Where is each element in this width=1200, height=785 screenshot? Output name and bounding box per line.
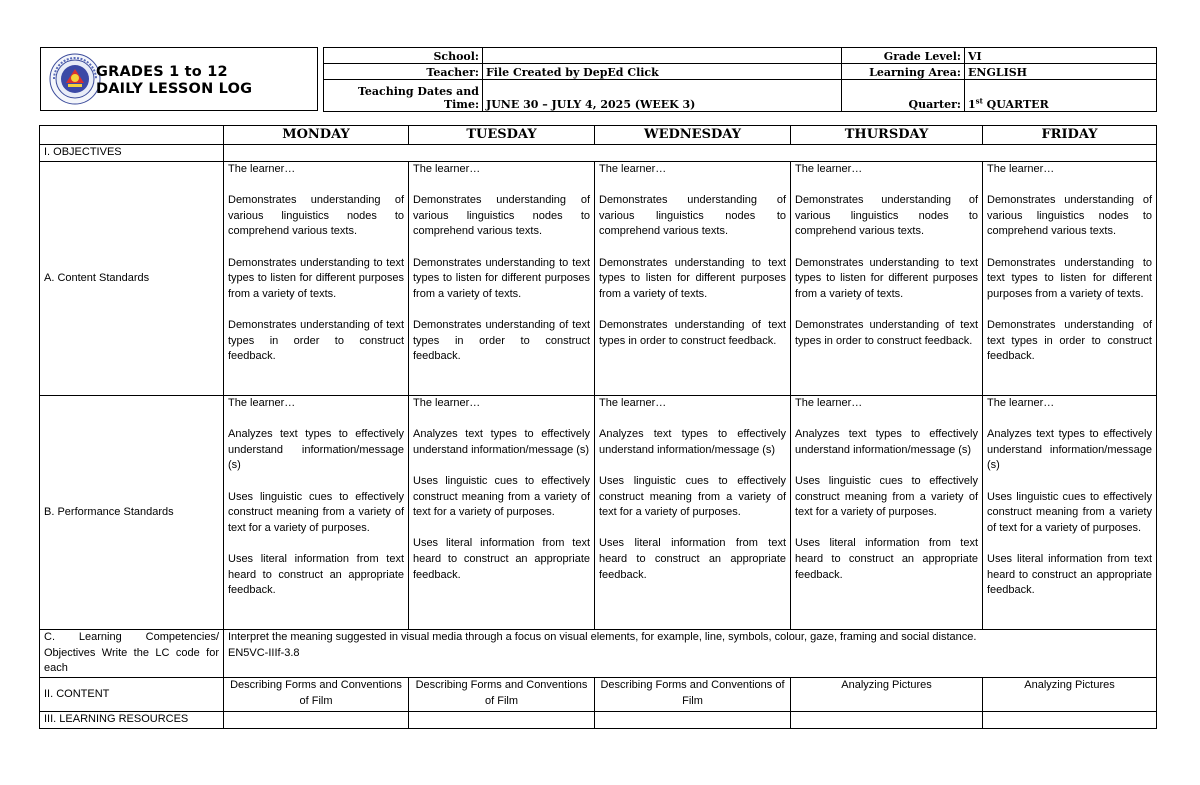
cs-intro: The learner… xyxy=(228,163,296,175)
competency-code: EN5VC-IIIf-3.8 xyxy=(228,646,300,659)
day-monday: MONDAY xyxy=(224,126,409,145)
learning-resources-row xyxy=(40,712,1157,729)
learning-area-label: Learning Area: xyxy=(842,64,965,80)
ps-p2: Uses linguistic cues to effectively construct meaning from a variety of text for a variety of purposes. xyxy=(599,474,786,519)
ps-intro: The learner… xyxy=(795,397,863,409)
objectives-heading: I. OBJECTIVES xyxy=(40,145,224,162)
content-topic-tuesday: Describing Forms and Conventions of Film xyxy=(409,678,595,712)
ps-p1: Analyzes text types to effectively understand information/message (s) xyxy=(413,428,590,456)
quarter-value xyxy=(965,80,1157,112)
cs-intro: The learner… xyxy=(599,163,667,175)
competencies-label: C. Learning Competencies/ Objectives Write the LC code for each xyxy=(40,630,224,678)
competency-cell xyxy=(224,630,1157,678)
performance-standards-tuesday xyxy=(409,396,595,630)
competencies-row xyxy=(40,630,1157,678)
cs-p3: Demonstrates understanding of text types in order to construct feedback. xyxy=(413,318,590,363)
performance-standards-thursday xyxy=(791,396,983,630)
quarter-label: Quarter: xyxy=(842,80,965,112)
learning-resources-heading: III. LEARNING RESOURCES xyxy=(40,712,224,729)
title-line-2: DAILY LESSON LOG xyxy=(96,81,253,97)
learning-resources-thursday xyxy=(791,712,983,729)
content-standards-tuesday xyxy=(409,162,595,396)
cs-p2: Demonstrates understanding to text types to listen for different purposes from a variety of texts. xyxy=(599,256,786,300)
ps-p3: Uses literal information from text heard to construct an appropriate feedback. xyxy=(987,552,1152,597)
learning-resources-tuesday xyxy=(409,712,595,729)
learning-resources-wednesday xyxy=(595,712,791,729)
performance-standards-monday xyxy=(224,396,409,630)
dates-label-line1: Teaching Dates and xyxy=(357,85,479,98)
cs-p2: Demonstrates understanding to text types to listen for different purposes from a variety of texts. xyxy=(987,256,1152,300)
ps-p2: Uses linguistic cues to effectively construct meaning from a variety of text for a variety of purposes. xyxy=(987,490,1152,534)
content-row xyxy=(40,678,1157,712)
ps-intro: The learner… xyxy=(987,397,1055,409)
ps-p1: Analyzes text types to effectively understand information/message (s) xyxy=(599,428,786,456)
objectives-blank xyxy=(224,145,1157,162)
cs-p1: Demonstrates understanding of various linguistics nodes to comprehend various texts. xyxy=(228,194,404,238)
performance-standards-row xyxy=(40,396,1157,630)
title-line-1: GRADES 1 to 12 xyxy=(96,64,228,80)
content-standards-monday xyxy=(224,162,409,396)
ps-intro: The learner… xyxy=(413,397,481,409)
content-standards-row xyxy=(40,162,1157,396)
cs-intro: The learner… xyxy=(987,163,1055,175)
content-label-prefix: II. C xyxy=(44,687,65,700)
cs-p2: Demonstrates understanding to text types to listen for different purposes from a variety of texts. xyxy=(413,256,590,300)
ps-p3: Uses literal information from text heard to construct an appropriate feedback. xyxy=(228,552,404,597)
content-topic-monday: Describing Forms and Conventions of Film xyxy=(224,678,409,712)
objectives-row xyxy=(40,145,1157,162)
day-friday: FRIDAY xyxy=(983,126,1157,145)
quarter-number: 1 xyxy=(968,98,976,111)
quarter-word: QUARTER xyxy=(982,98,1049,111)
ps-p1: Analyzes text types to effectively understand information/message (s) xyxy=(228,428,404,472)
ps-p1: Analyzes text types to effectively understand information/message (s) xyxy=(987,428,1152,472)
dates-label-line2: Time: xyxy=(443,98,479,111)
cs-p1: Demonstrates understanding of various linguistics nodes to comprehend various texts. xyxy=(987,194,1152,238)
teacher-value: File Created by DepEd Click xyxy=(483,64,842,80)
deped-seal-icon xyxy=(49,53,101,105)
ps-intro: The learner… xyxy=(599,397,667,409)
grade-level-label: Grade Level: xyxy=(842,48,965,64)
dates-label xyxy=(324,80,483,112)
ps-p2: Uses linguistic cues to effectively construct meaning from a variety of text for a variety of purposes. xyxy=(228,490,404,534)
day-wednesday: WEDNESDAY xyxy=(595,126,791,145)
cs-p3: Demonstrates understanding of text types in order to construct feedback. xyxy=(228,318,404,363)
cs-p3: Demonstrates understanding of text types in order to construct feedback. xyxy=(987,318,1152,363)
info-table xyxy=(323,47,1157,112)
content-topic-thursday: Analyzing Pictures xyxy=(791,678,983,712)
cs-intro: The learner… xyxy=(413,163,481,175)
content-standards-label: A. Content Standards xyxy=(40,162,224,396)
ps-p3: Uses literal information from text heard to construct an appropriate feedback. xyxy=(599,537,786,581)
lesson-log-table xyxy=(39,125,1157,729)
ps-p2: Uses linguistic cues to effectively construct meaning from a variety of text for a variety of purposes. xyxy=(795,474,978,519)
content-standards-thursday xyxy=(791,162,983,396)
school-label: School: xyxy=(324,48,483,64)
performance-standards-friday xyxy=(983,396,1157,630)
day-thursday: THURSDAY xyxy=(791,126,983,145)
learning-resources-friday xyxy=(983,712,1157,729)
content-standards-wednesday xyxy=(595,162,791,396)
cs-p1: Demonstrates understanding of various linguistics nodes to comprehend various texts. xyxy=(599,194,786,238)
performance-standards-wednesday xyxy=(595,396,791,630)
days-header-row xyxy=(40,126,1157,145)
cs-p2: Demonstrates understanding to text types to listen for different purposes from a variety of texts. xyxy=(228,256,404,300)
document-title xyxy=(96,64,252,98)
learning-area-value: ENGLISH xyxy=(965,64,1157,80)
dates-value: JUNE 30 – JULY 4, 2025 (WEEK 3) xyxy=(483,80,842,112)
cs-p3: Demonstrates understanding of text types in order to construct feedback. xyxy=(599,318,786,347)
competency-text: Interpret the meaning suggested in visual media through a focus on visual elements, for example, line, symbols, colour, gaze, framing and social distance. xyxy=(228,631,977,643)
ps-p3: Uses literal information from text heard to construct an appropriate feedback. xyxy=(795,537,978,581)
performance-standards-label: B. Performance Standards xyxy=(40,396,224,630)
quarter-suffix: st xyxy=(975,96,983,106)
content-topic-friday: Analyzing Pictures xyxy=(983,678,1157,712)
day-tuesday: TUESDAY xyxy=(409,126,595,145)
cs-p3: Demonstrates understanding of text types in order to construct feedback. xyxy=(795,318,978,347)
cs-p2: Demonstrates understanding to text types to listen for different purposes from a variety of texts. xyxy=(795,256,978,300)
ps-intro: The learner… xyxy=(228,397,296,409)
content-label xyxy=(40,678,224,712)
header-title-box xyxy=(40,47,318,111)
teacher-label: Teacher: xyxy=(324,64,483,80)
grade-level-value: VI xyxy=(965,48,1157,64)
learning-resources-monday xyxy=(224,712,409,729)
corner-cell xyxy=(40,126,224,145)
cs-intro: The learner… xyxy=(795,163,863,175)
content-topic-wednesday: Describing Forms and Conventions of Film xyxy=(595,678,791,712)
cs-p1: Demonstrates understanding of various linguistics nodes to comprehend various texts. xyxy=(413,194,590,238)
ps-p1: Analyzes text types to effectively understand information/message (s) xyxy=(795,428,978,456)
cs-p1: Demonstrates understanding of various linguistics nodes to comprehend various texts. xyxy=(795,194,978,238)
school-value xyxy=(483,48,842,64)
content-standards-friday xyxy=(983,162,1157,396)
content-label-rest: ONTENT xyxy=(64,687,110,700)
ps-p3: Uses literal information from text heard to construct an appropriate feedback. xyxy=(413,537,590,581)
ps-p2: Uses linguistic cues to effectively construct meaning from a variety of text for a variety of purposes. xyxy=(413,474,590,519)
